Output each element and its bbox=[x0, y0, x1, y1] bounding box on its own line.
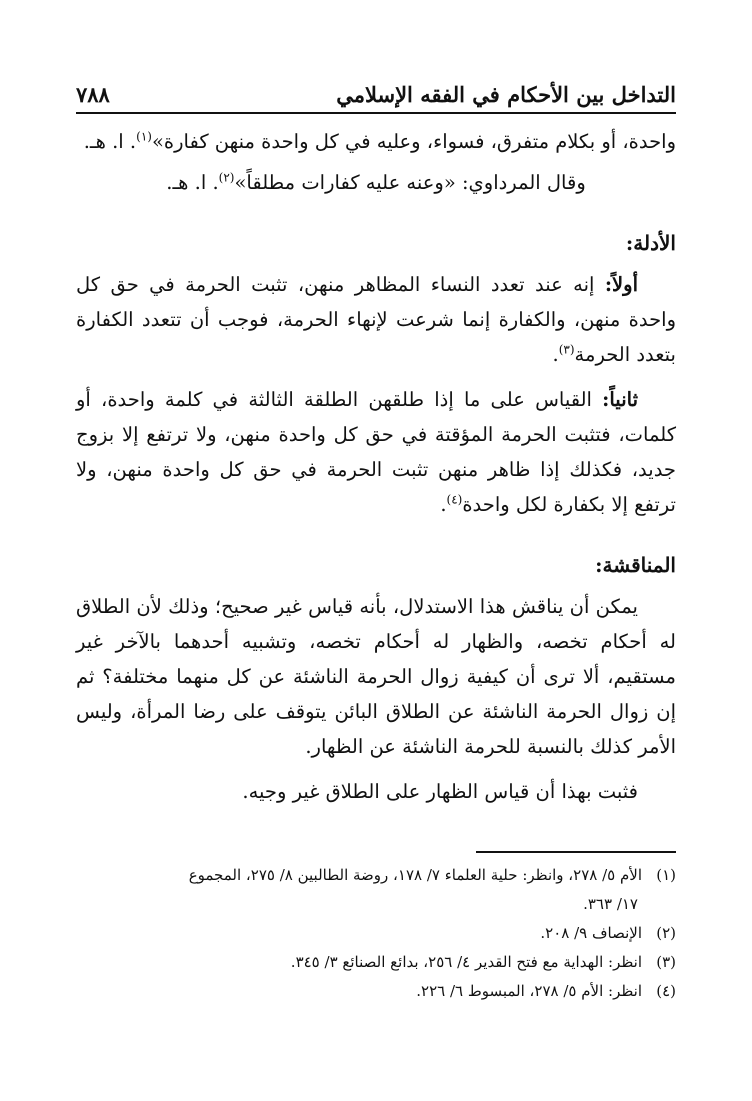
footnote-divider bbox=[476, 851, 676, 853]
second-text: القياس على ما إذا طلقهن الطلقة الثالثة في كلمة واحدة، أو كلمات، فتثبت الحرمة المؤقتة في حق كل واحدة منهن، ولا ترتفع إلا بزوج جديد، فكذلك إذا ظاهر منهن تثبت الحرمة في حق كل واحدة منهن، ولا ترتفع إلا بكفارة لكل واحدة bbox=[76, 388, 676, 516]
footnote-ref-2: (٢) bbox=[218, 170, 235, 185]
footnote-1-continued: ١٧/ ٣٦٣. bbox=[583, 895, 638, 913]
footnote-text: الإنصاف ٩/ ٢٠٨. bbox=[540, 924, 642, 942]
footnote-2 bbox=[76, 920, 676, 947]
discussion-heading: المناقشة: bbox=[595, 553, 676, 577]
discussion-conclusion: فثبت بهذا أن قياس الظهار على الطلاق غير وجيه. bbox=[242, 780, 638, 803]
page-number: ٧٨٨ bbox=[76, 81, 110, 107]
footnote-ref-4: (٤) bbox=[446, 492, 463, 507]
second-end: . bbox=[440, 493, 447, 516]
footnote-number: (٤) bbox=[656, 982, 676, 1000]
evidence-second bbox=[76, 382, 676, 522]
footnotes bbox=[76, 862, 676, 1007]
quote-text: وقال المرداوي: «وعنه عليه كفارات مطلقاً» bbox=[234, 171, 586, 194]
footnote-1 bbox=[76, 862, 676, 889]
footnote-number: (٣) bbox=[656, 953, 676, 971]
footnote-text: انظر: الهداية مع فتح القدير ٤/ ٢٥٦، بدائع الصنائع ٣/ ٣٤٥. bbox=[290, 953, 642, 971]
quote-end: . ا. هـ. bbox=[166, 171, 219, 194]
first-end: . bbox=[552, 343, 559, 366]
intro-end: . ا. هـ. bbox=[83, 130, 137, 153]
footnote-text: انظر: الأم ٥/ ٢٧٨، المبسوط ٦/ ٢٢٦. bbox=[416, 982, 642, 1000]
footnote-ref-3: (٣) bbox=[558, 342, 575, 357]
first-text: إنه عند تعدد النساء المظاهر منهن، تثبت الحرمة في حق كل واحدة منهن، والكفارة إنما شرعت لإنهاء الحرمة، فوجب أن تتعدد الكفارة بتعدد الحرمة bbox=[76, 273, 676, 366]
discussion-paragraph: يمكن أن يناقش هذا الاستدلال، بأنه قياس غير صحيح؛ وذلك لأن الطلاق له أحكام تخصه، والظهار له أحكام تخصه، وتشبيه أحدهما بالآخر غير مستقيم، ألا ترى أن كيفية زوال الحرمة الناشئة عن كل منهما مختلفة؟ ثم إن زوال الحرمة الناشئة عن الطلاق البائن يتوقف على رضا المرأة، وليس الأمر كذلك بالنسبة للحرمة الناشئة عن الظهار. bbox=[76, 595, 676, 758]
first-lead: أولاً: bbox=[604, 273, 638, 296]
mardawi-quote bbox=[76, 165, 676, 200]
footnote-ref-1: (١) bbox=[136, 129, 152, 144]
footnote-text: الأم ٥/ ٢٧٨، وانظر: حلية العلماء ٧/ ١٧٨، روضة الطالبين ٨/ ٢٧٥، المجموع bbox=[188, 866, 642, 884]
footnote-number: (١) bbox=[656, 866, 676, 884]
main-text bbox=[76, 124, 676, 809]
second-lead: ثانياً: bbox=[602, 388, 638, 411]
footnote-4 bbox=[76, 978, 676, 1005]
intro-paragraph bbox=[76, 124, 676, 159]
evidence-heading: الأدلة: bbox=[625, 231, 676, 255]
footnote-number: (٢) bbox=[656, 924, 676, 942]
running-title: التداخل بين الأحكام في الفقه الإسلامي bbox=[336, 81, 676, 107]
evidence-first bbox=[76, 267, 676, 372]
running-header bbox=[76, 78, 676, 114]
footnote-3 bbox=[76, 949, 676, 976]
intro-text: واحدة، أو بكلام متفرق، فسواء، وعليه في كل واحدة منهن كفارة» bbox=[151, 130, 676, 153]
